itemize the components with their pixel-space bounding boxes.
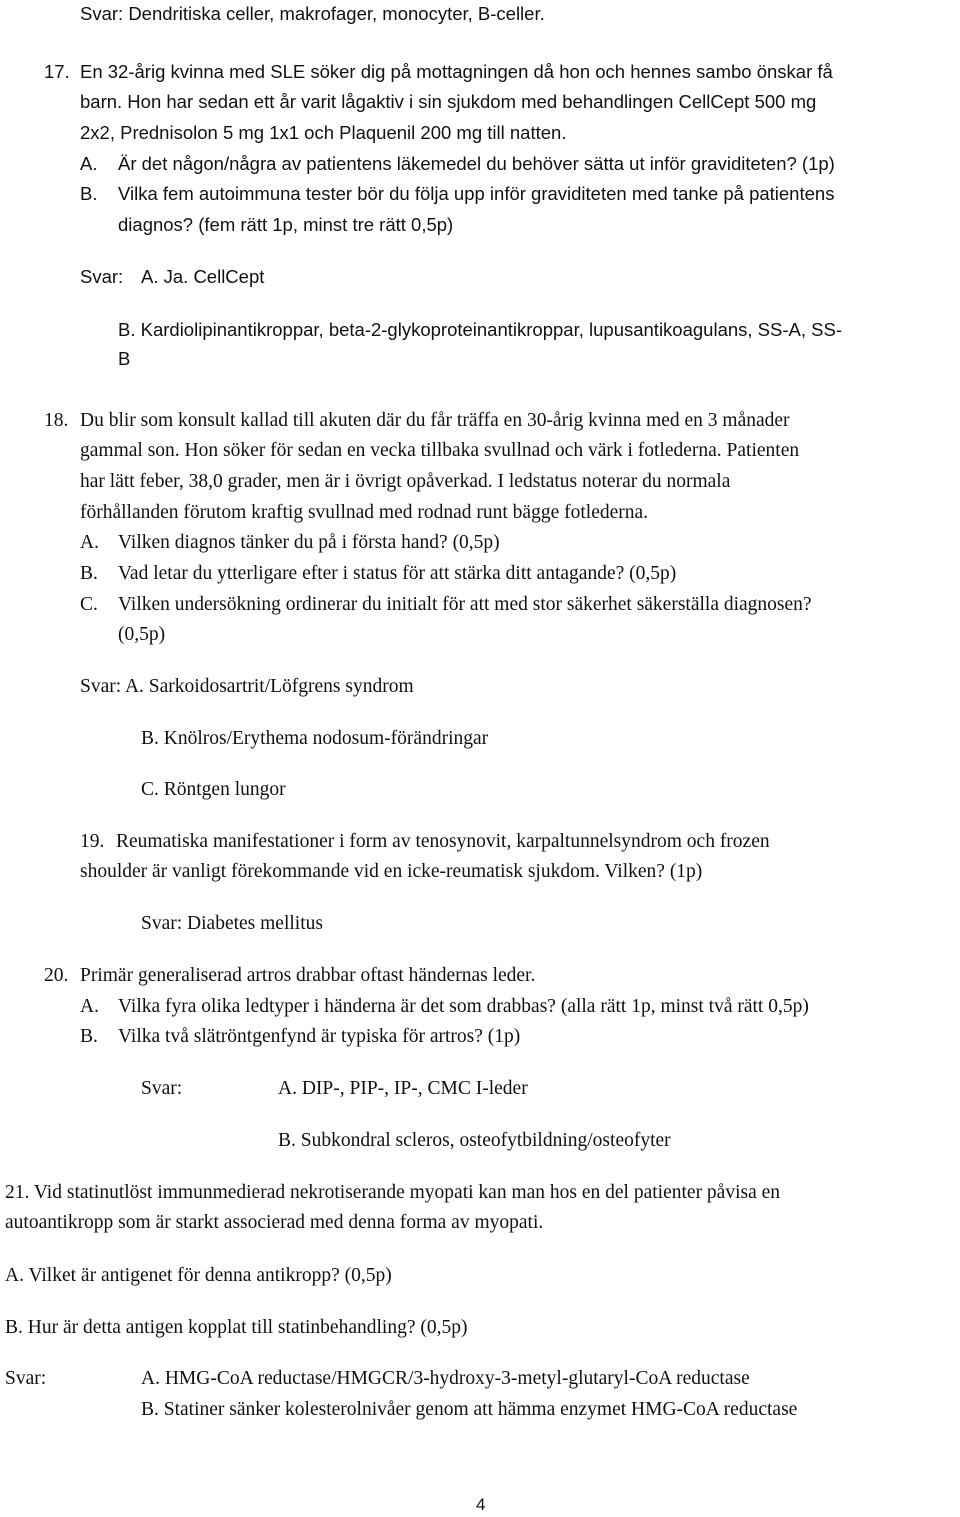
q18-b-text: Vad letar du ytterligare efter i status för att stärka ditt antagande? (0,5p) <box>118 563 677 584</box>
q18-b-label: B. <box>80 563 98 584</box>
q20-a-label: A. <box>80 996 99 1017</box>
q18-c-label: C. <box>80 594 98 615</box>
q19-answer: Svar: Diabetes mellitus <box>141 913 323 934</box>
q19-number: 19. <box>80 831 105 852</box>
q18-svar-a: Svar: A. Sarkoidosartrit/Löfgrens syndrom <box>80 676 414 697</box>
q18-number: 18. <box>44 410 69 431</box>
q21-question-a: A. Vilket är antigenet för denna antikropp? (0,5p) <box>5 1265 392 1286</box>
q20-number: 20. <box>44 965 69 986</box>
q18-svar-c: C. Röntgen lungor <box>141 779 286 800</box>
q17-svar-label: Svar: <box>80 266 124 287</box>
q17-svar-a: A. Ja. CellCept <box>141 266 265 287</box>
q21-svar-label: Svar: <box>5 1368 47 1389</box>
q18-stem-line-1: Du blir som konsult kallad till akuten där du får träffa en 30-årig kvinna med en 3 månader <box>80 410 790 431</box>
q21-svar-a: A. HMG-CoA reductase/HMGCR/3-hydroxy-3-metyl-glutaryl-CoA reductase <box>141 1368 750 1389</box>
q18-c-text-line-2: (0,5p) <box>118 624 166 645</box>
q20-b-text: Vilka två slätröntgenfynd är typiska för artros? (1p) <box>118 1026 521 1047</box>
q19-stem-line-2: shoulder är vanligt förekommande vid en icke-reumatisk sjukdom. Vilken? (1p) <box>80 861 703 882</box>
q21-question-b: B. Hur är detta antigen kopplat till statinbehandling? (0,5p) <box>5 1317 468 1338</box>
q17-svar-b-line-1: B. Kardiolipinantikroppar, beta-2-glykoproteinantikroppar, lupusantikoagulans, SS-A, SS- <box>118 319 842 340</box>
q20-svar-a: A. DIP-, PIP-, IP-, CMC I-leder <box>278 1078 528 1099</box>
q18-a-text: Vilken diagnos tänker du på i första hand? (0,5p) <box>118 532 500 553</box>
q18-svar-b: B. Knölros/Erythema nodosum-förändringar <box>141 728 489 749</box>
q17-stem-line-3: 2x2, Prednisolon 5 mg 1x1 och Plaquenil 200 mg till natten. <box>80 122 567 143</box>
q17-a-text: Är det någon/några av patientens läkemedel du behöver sätta ut inför graviditeten? (1p) <box>118 153 835 174</box>
q18-stem-line-3: har lätt feber, 38,0 grader, men är i övrigt opåverkad. I ledstatus noterar du normala <box>80 471 731 492</box>
q18-stem-line-2: gammal son. Hon söker för sedan en vecka tillbaka svullnad och värk i fotlederna. Patienten <box>80 440 800 461</box>
q20-svar-label: Svar: <box>141 1078 183 1099</box>
q18-c-text-line-1: Vilken undersökning ordinerar du initialt för att med stor säkerhet säkerställa diagnosen? <box>118 594 812 615</box>
q17-b-text-line-2: diagnos? (fem rätt 1p, minst tre rätt 0,5p) <box>118 214 454 235</box>
q20-b-label: B. <box>80 1026 98 1047</box>
q20-svar-b: B. Subkondral scleros, osteofytbildning/osteofyter <box>278 1130 671 1151</box>
q18-a-label: A. <box>80 532 99 553</box>
q17-svar-b-line-2: B <box>118 348 131 369</box>
q19-stem-line-1: Reumatiska manifestationer i form av tenosynovit, karpaltunnelsyndrom och frozen <box>116 831 770 852</box>
q16-answer: Svar: Dendritiska celler, makrofager, monocyter, B-celler. <box>80 3 545 24</box>
q21-svar-b: B. Statiner sänker kolesterolnivåer genom att hämma enzymet HMG-CoA reductase <box>141 1399 798 1420</box>
q21-stem-line-1: 21. Vid statinutlöst immunmedierad nekrotiserande myopati kan man hos en del patienter påvisa en <box>5 1182 781 1203</box>
q20-a-text: Vilka fyra olika ledtyper i händerna är det som drabbas? (alla rätt 1p, minst två rätt 0,5p) <box>118 996 809 1017</box>
q17-b-text-line-1: Vilka fem autoimmuna tester bör du följa upp inför graviditeten med tanke på patientens <box>118 183 835 204</box>
page-number: 4 <box>476 1495 486 1514</box>
q17-a-label: A. <box>80 153 98 174</box>
q17-b-label: B. <box>80 183 98 204</box>
q17-stem-line-2: barn. Hon har sedan ett år varit lågaktiv i sin sjukdom med behandlingen CellCept 500 mg <box>80 91 817 112</box>
q18-stem-line-4: förhållanden förutom kraftig svullnad med rodnad runt bägge fotlederna. <box>80 502 649 523</box>
q20-stem: Primär generaliserad artros drabbar oftast händernas leder. <box>80 965 536 986</box>
q17-stem-line-1: En 32-årig kvinna med SLE söker dig på mottagningen då hon och hennes sambo önskar få <box>80 61 833 82</box>
q17-number: 17. <box>44 61 70 82</box>
q21-stem-line-2: autoantikropp som är starkt associerad med denna forma av myopati. <box>5 1212 544 1233</box>
